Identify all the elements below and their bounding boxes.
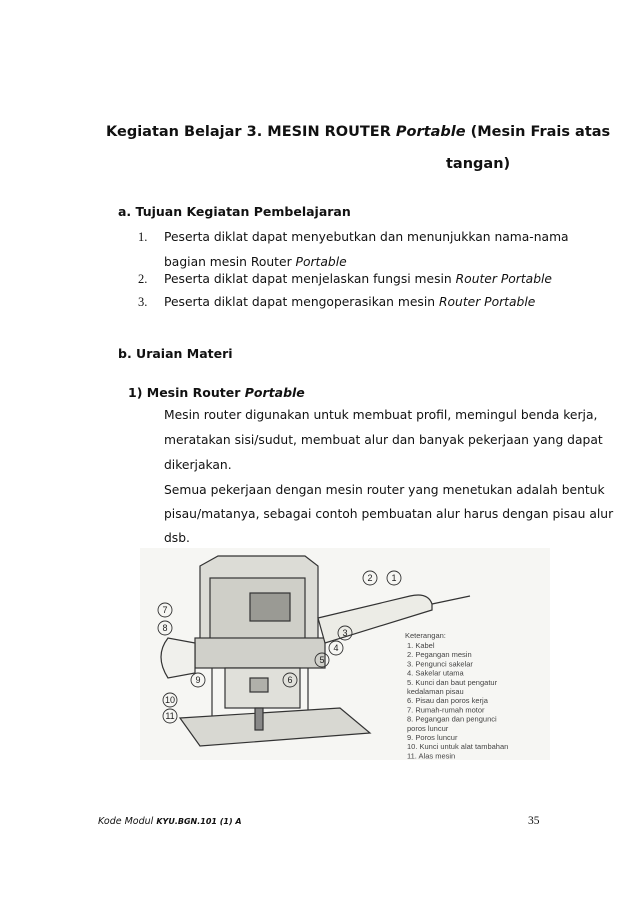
callout-label: 3 bbox=[342, 628, 348, 638]
legend-item: 1. Kabel bbox=[407, 641, 435, 650]
title-italic: Portable bbox=[395, 124, 466, 140]
callout-label: 8 bbox=[162, 623, 168, 633]
list-item-text bbox=[164, 272, 552, 286]
legend-item: 6. Pisau dan poros kerja bbox=[407, 696, 488, 706]
callout-label: 5 bbox=[319, 655, 325, 665]
depth-knob bbox=[250, 678, 268, 692]
subsection-heading-italic: Portable bbox=[244, 385, 305, 400]
callout-label: 6 bbox=[287, 675, 293, 685]
subsection-heading-text: 1) Mesin Router bbox=[128, 385, 245, 400]
motor-band bbox=[195, 638, 325, 668]
motor-label bbox=[250, 593, 290, 621]
legend-title: Keterangan: bbox=[405, 631, 446, 640]
legend-item: 2. Pegangan mesin bbox=[407, 650, 472, 660]
title-suffix: (Mesin Frais atas bbox=[465, 124, 611, 140]
callout-label: 2 bbox=[367, 573, 373, 583]
callout-label: 7 bbox=[162, 605, 168, 615]
list-number: 3. bbox=[138, 295, 148, 309]
list-item-text-part: Peserta diklat dapat menjelaskan fungsi mesin bbox=[164, 272, 456, 286]
page-number: 35 bbox=[528, 815, 540, 827]
paragraph-line: dikerjakan. bbox=[164, 458, 232, 472]
list-item-text bbox=[164, 295, 535, 309]
title-text: Kegiatan Belajar 3. MESIN ROUTER bbox=[106, 124, 396, 140]
paragraph-line: Mesin router digunakan untuk membuat profil, memingul benda kerja, bbox=[164, 408, 598, 422]
footer-code: KYU.BGN.101 (1) A bbox=[156, 817, 242, 826]
list-item-text bbox=[164, 255, 347, 269]
legend-item: poros luncur bbox=[407, 723, 449, 733]
list-item-text-part: bagian mesin Router bbox=[164, 255, 296, 269]
list-item-text-part: Peserta diklat dapat mengoperasikan mesin bbox=[164, 295, 439, 309]
list-number: 2. bbox=[138, 272, 148, 286]
router-figure bbox=[140, 548, 550, 760]
legend-item: 4. Sakelar utama bbox=[407, 668, 464, 678]
legend-item: 5. Kunci dan baut pengatur bbox=[407, 677, 498, 687]
callout-label: 10 bbox=[164, 695, 176, 705]
legend-item: 10. Kunci untuk alat tambahan bbox=[407, 742, 509, 752]
list-number: 1. bbox=[138, 230, 148, 244]
list-item-italic: Portable bbox=[295, 255, 347, 269]
callout-label: 11 bbox=[165, 711, 175, 721]
legend-item: 8. Pegangan dan pengunci bbox=[407, 714, 497, 724]
list-item-text: Peserta diklat dapat menyebutkan dan menunjukkan nama-nama bbox=[164, 230, 569, 244]
footer-prefix: Kode Modul bbox=[98, 816, 157, 827]
list-item-italic: Router Portable bbox=[438, 295, 536, 309]
list-item-italic: Router Portable bbox=[455, 272, 552, 286]
legend-item: 3. Pengunci sakelar bbox=[407, 659, 473, 669]
paragraph-line: dsb. bbox=[164, 531, 190, 545]
footer-module-code bbox=[98, 816, 242, 827]
callout-label: 1 bbox=[391, 573, 397, 583]
callout-label: 4 bbox=[333, 643, 339, 653]
paragraph-line: pisau/matanya, sebagai contoh pembuatan alur harus dengan pisau alur bbox=[164, 507, 614, 521]
paragraph-line: meratakan sisi/sudut, membuat alur dan banyak pekerjaan yang dapat bbox=[164, 433, 603, 447]
section-b-heading: b. Uraian Materi bbox=[118, 346, 233, 361]
page-title-line2: tangan) bbox=[446, 156, 511, 172]
section-a-heading: a. Tujuan Kegiatan Pembelajaran bbox=[118, 204, 351, 219]
legend-item: 11. Alas mesin bbox=[407, 751, 456, 760]
legend-item: 7. Rumah-rumah motor bbox=[407, 705, 485, 715]
cutter-bit bbox=[255, 708, 263, 730]
subsection-heading bbox=[128, 385, 305, 400]
callout-label: 9 bbox=[195, 675, 201, 685]
legend-item: kedalaman pisau bbox=[407, 687, 464, 696]
paragraph-line: Semua pekerjaan dengan mesin router yang menetukan adalah bentuk bbox=[164, 483, 605, 497]
page-title bbox=[106, 124, 610, 140]
legend-item: 9. Poros luncur bbox=[407, 733, 458, 742]
left-handle bbox=[161, 638, 195, 678]
